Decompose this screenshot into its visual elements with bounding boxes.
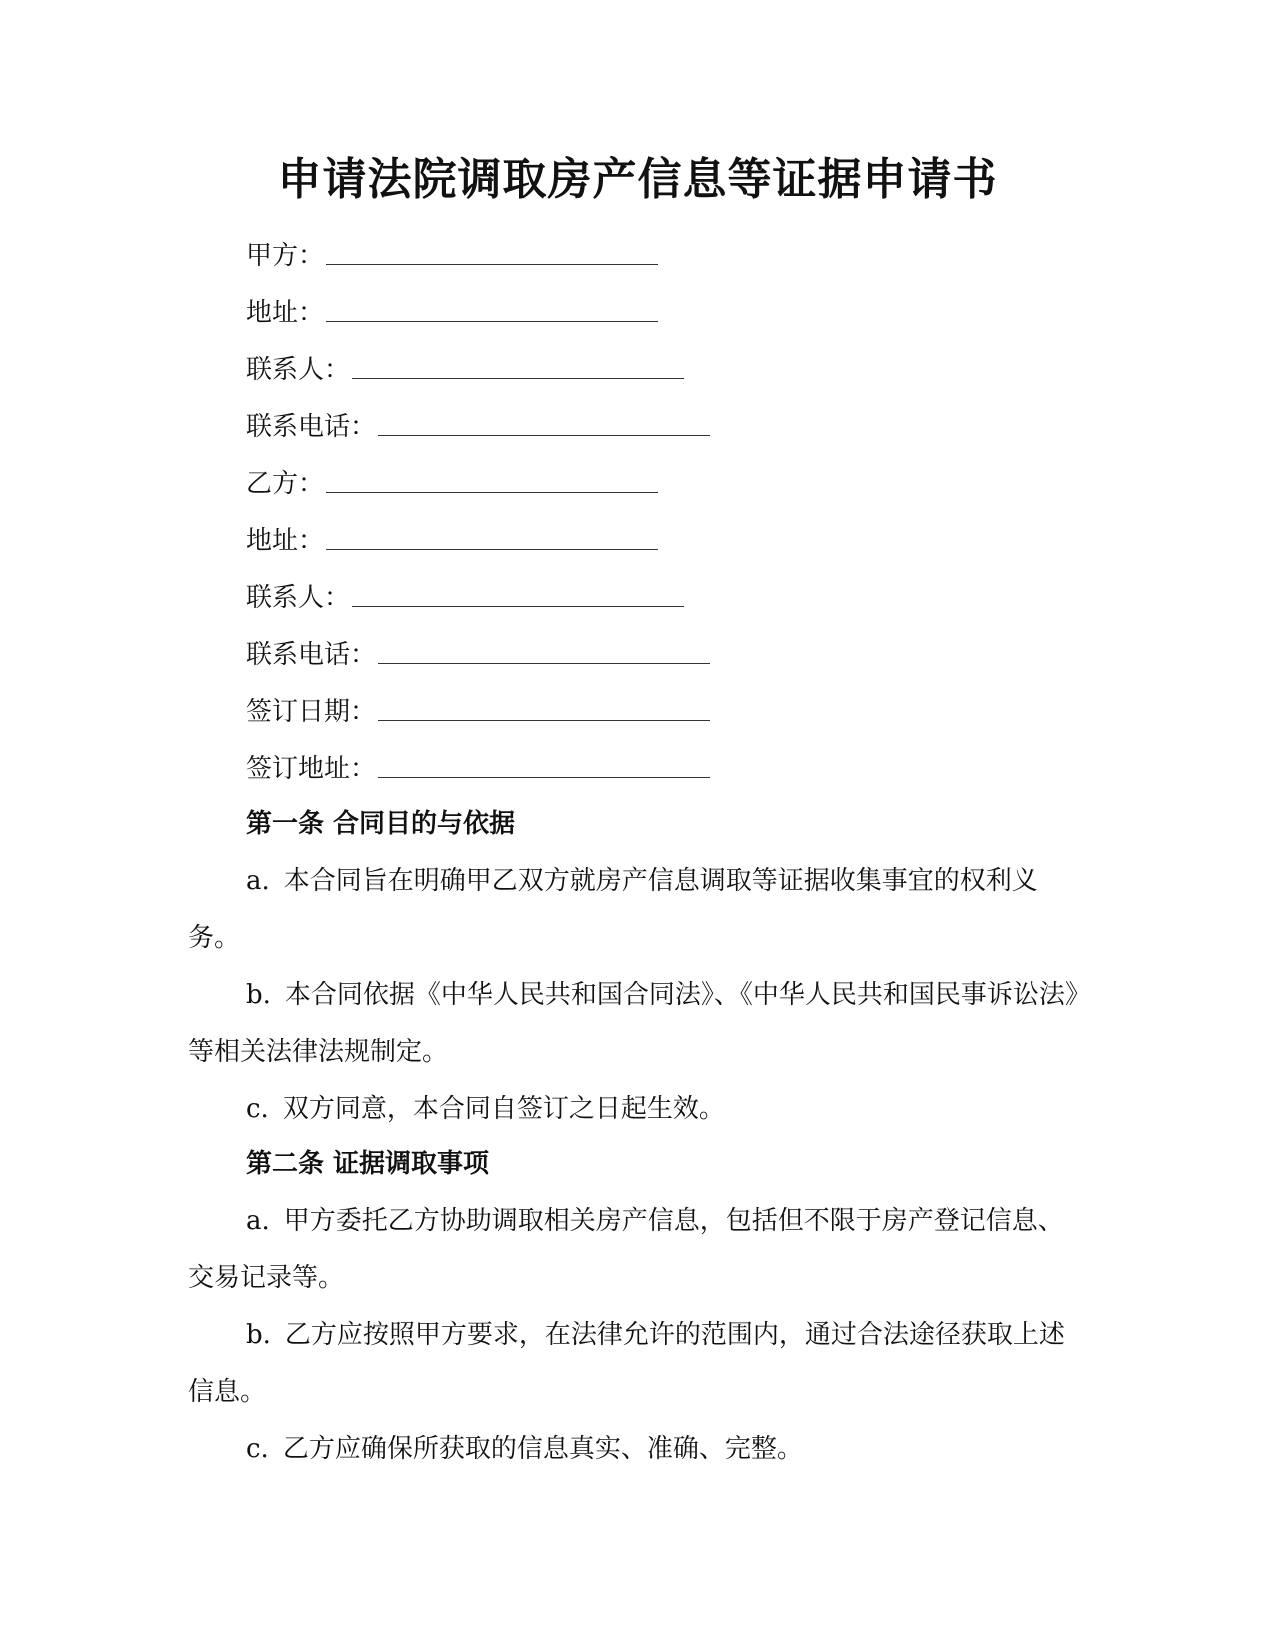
blank-line xyxy=(378,749,710,778)
blank-line xyxy=(352,578,684,607)
field-sign-place xyxy=(246,749,710,806)
clause-item xyxy=(188,1307,1078,1421)
field-label: 签订日期： xyxy=(246,697,377,727)
blank-line xyxy=(326,464,658,493)
blank-line xyxy=(378,407,710,436)
field-label: 签订地址： xyxy=(246,754,377,784)
clause-marker: b. xyxy=(246,980,271,1010)
field-party-b-phone xyxy=(246,635,710,692)
clause-text: 乙方应确保所获取的信息真实、准确、完整。 xyxy=(282,1434,803,1464)
field-label: 甲方： xyxy=(246,241,325,271)
clause-item xyxy=(188,1193,1078,1307)
clause-text: 本合同旨在明确甲乙双方就房产信息调取等证据收集事宜的权利义务。 xyxy=(188,866,1038,953)
field-party-b-contact xyxy=(246,578,710,635)
field-label: 联系人： xyxy=(246,583,351,613)
clause-item xyxy=(188,1081,1078,1138)
field-party-a xyxy=(246,236,710,293)
field-label: 地址： xyxy=(246,526,325,556)
field-label: 联系电话： xyxy=(246,640,377,670)
blank-line xyxy=(352,350,684,379)
section-heading: 第一条 合同目的与依据 xyxy=(246,809,516,839)
clause-text: 本合同依据《中华人民共和国合同法》、《中华人民共和国民事诉讼法》等相关法律法规制定。 xyxy=(188,980,1078,1067)
clause-marker: c. xyxy=(246,1094,269,1124)
blank-line xyxy=(378,692,710,721)
clause-marker: c. xyxy=(246,1434,269,1464)
field-label: 乙方： xyxy=(246,469,325,499)
blank-line xyxy=(326,293,658,322)
clause-text: 甲方委托乙方协助调取相关房产信息，包括但不限于房产登记信息、交易记录等。 xyxy=(188,1206,1064,1293)
field-label: 联系人： xyxy=(246,355,351,385)
clause-item xyxy=(188,1421,1078,1478)
blank-line xyxy=(378,635,710,664)
document-title: 申请法院调取房产信息等证据申请书 xyxy=(277,154,998,205)
field-party-b xyxy=(246,464,710,521)
clause-text: 乙方应按照甲方要求，在法律允许的范围内，通过合法途径获取上述信息。 xyxy=(188,1320,1065,1407)
clause-marker: a. xyxy=(246,1206,270,1236)
field-party-a-phone xyxy=(246,407,710,464)
section-heading: 第二条 证据调取事项 xyxy=(246,1149,490,1179)
clause-text: 双方同意，本合同自签订之日起生效。 xyxy=(282,1094,725,1124)
field-sign-date xyxy=(246,692,710,749)
clause-marker: b. xyxy=(246,1320,271,1350)
party-info-fields xyxy=(246,236,710,806)
field-party-a-address xyxy=(246,293,710,350)
clause-marker: a. xyxy=(246,866,270,896)
clause-item xyxy=(188,853,1078,967)
blank-line xyxy=(326,521,658,550)
clause-item xyxy=(188,967,1078,1081)
field-party-b-address xyxy=(246,521,710,578)
blank-line xyxy=(326,236,658,265)
field-party-a-contact xyxy=(246,350,710,407)
field-label: 联系电话： xyxy=(246,412,377,442)
field-label: 地址： xyxy=(246,298,325,328)
